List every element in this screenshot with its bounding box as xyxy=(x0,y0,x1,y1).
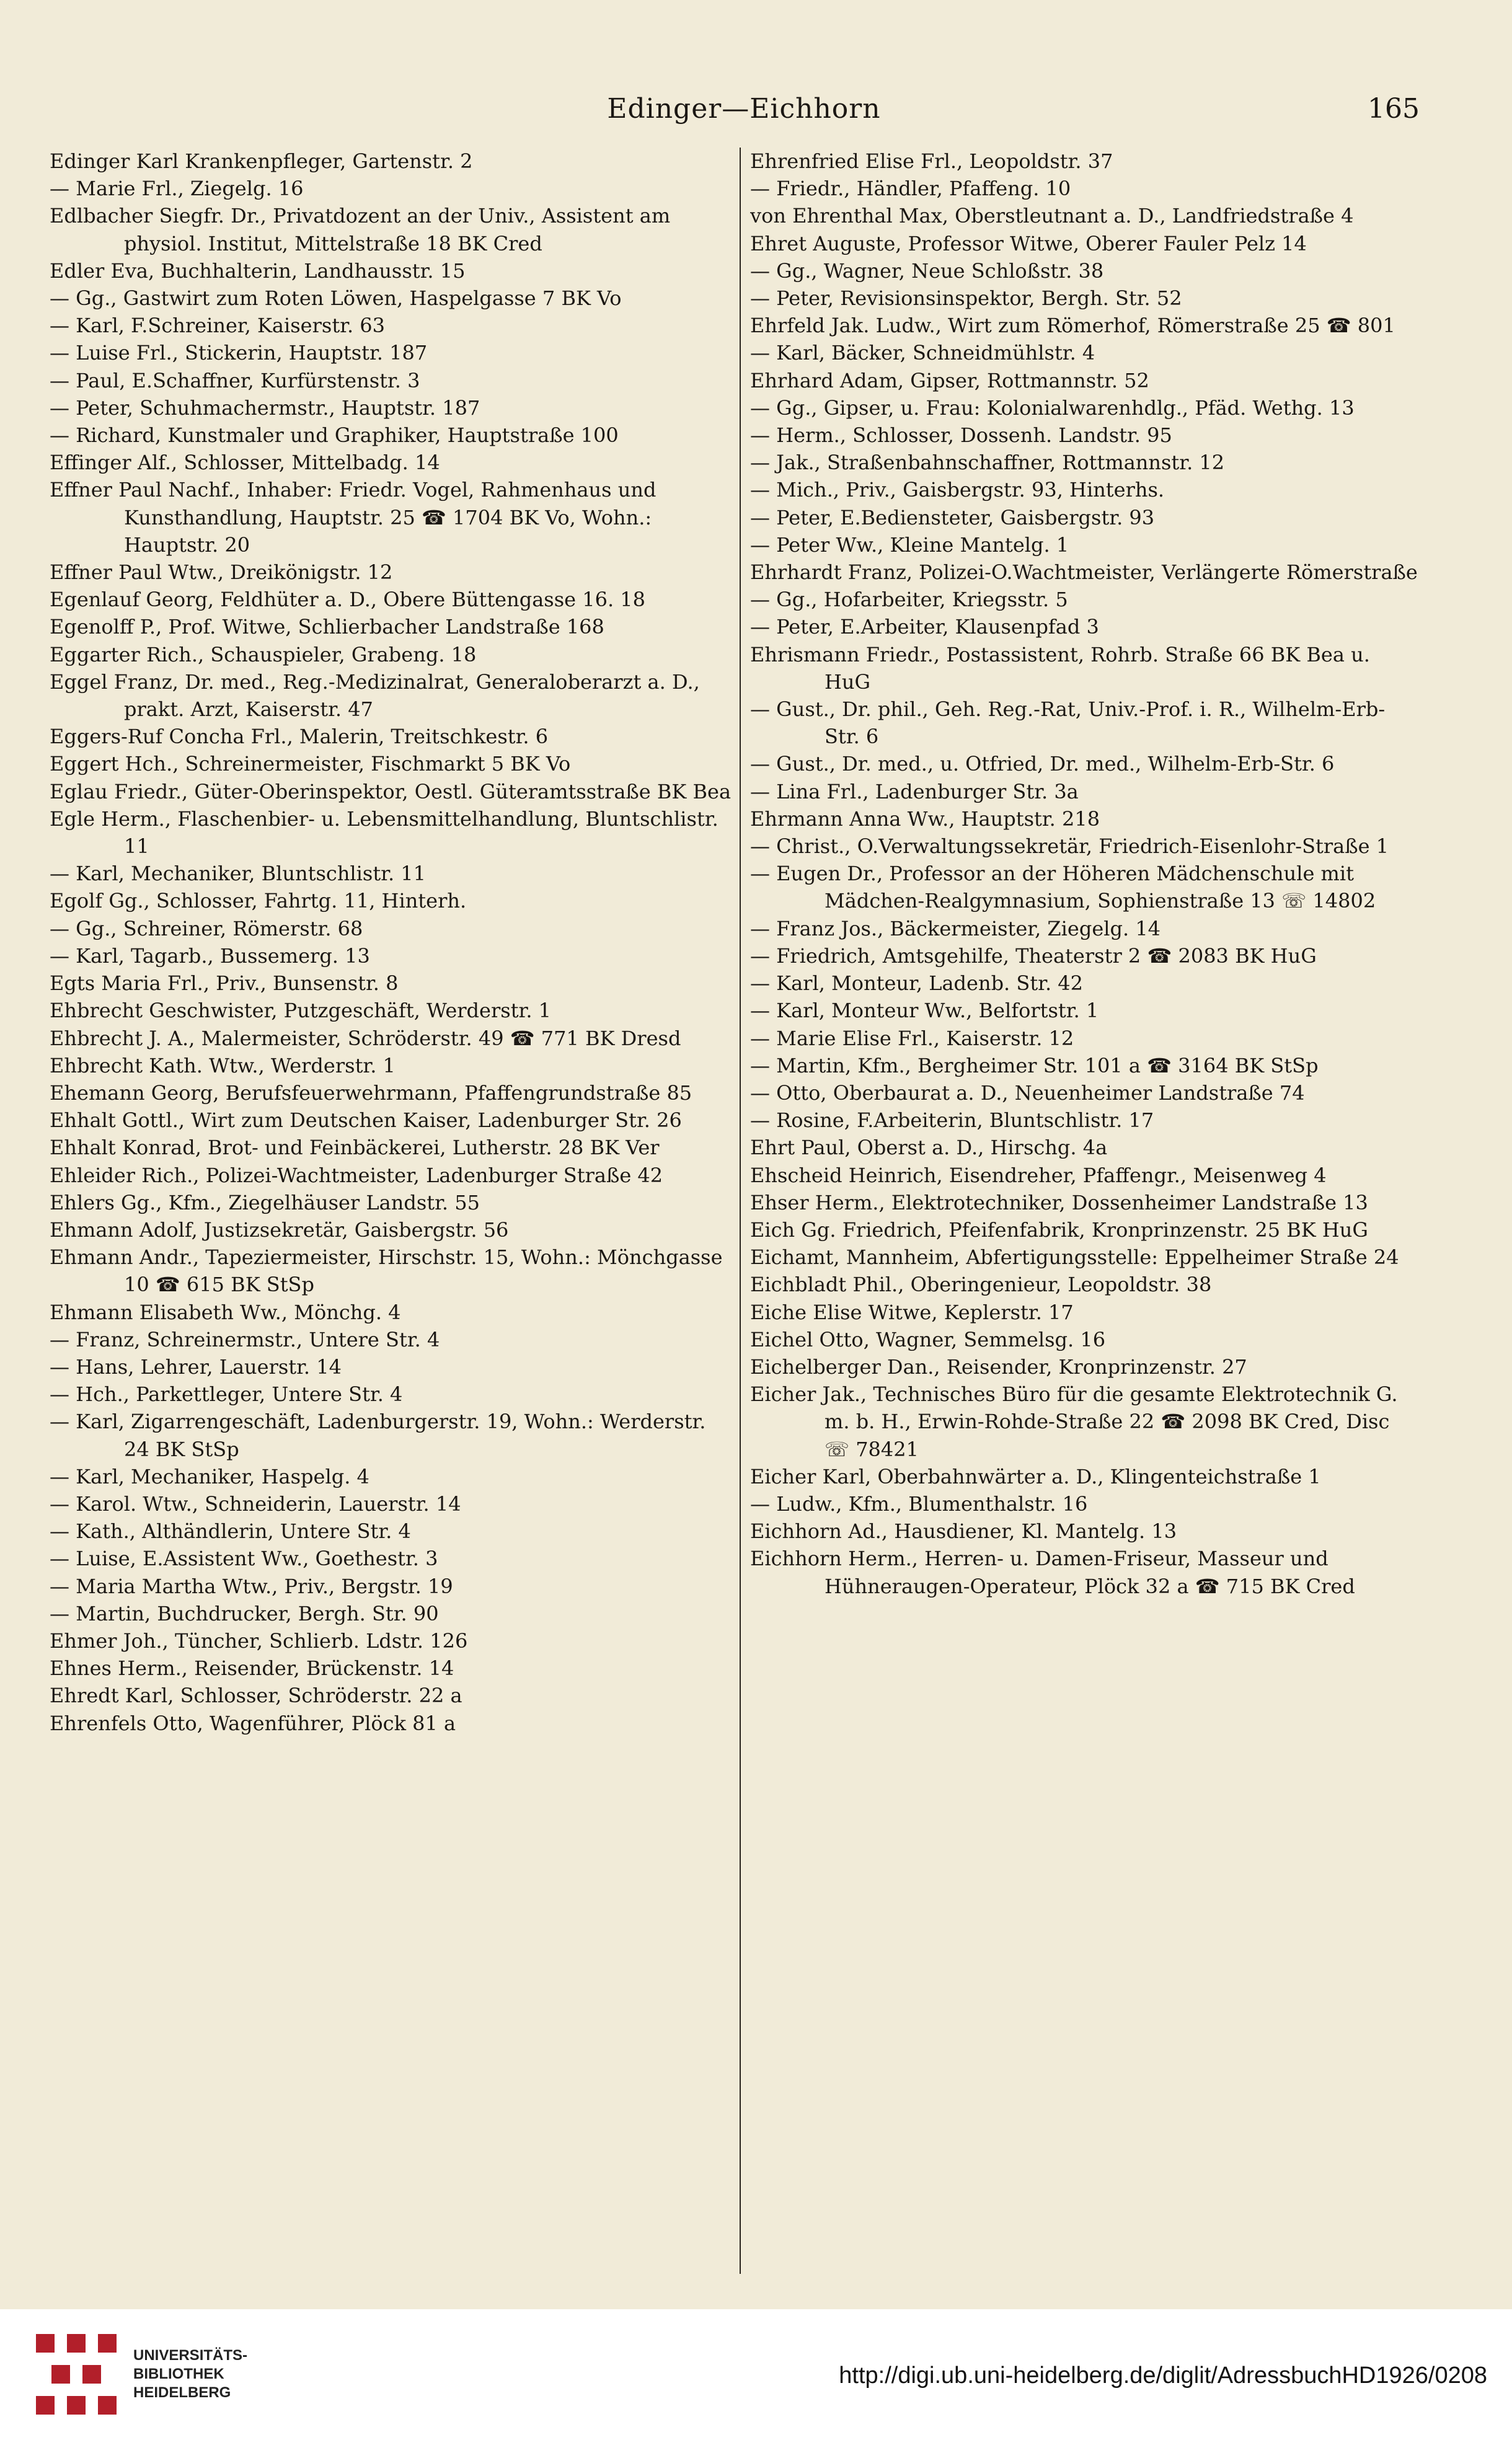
directory-entry: — Marie Elise Frl., Kaiserstr. 12 xyxy=(750,1026,1074,1050)
directory-entry: — Jak., Straßenbahnschaffner, Rottmannstr. 12 xyxy=(750,451,1225,475)
directory-entry: — Herm., Schlosser, Dossenh. Landstr. 95 xyxy=(750,423,1172,448)
directory-entry: Edler Eva, Buchhalterin, Landhausstr. 15 xyxy=(50,259,466,283)
directory-entry: Eggert Hch., Schreinermeister, Fischmarkt 5 BK Vo xyxy=(50,752,571,776)
directory-entry: Eggel Franz, Dr. med., Reg.-Medizinalrat, Generaloberarzt a. D., prakt. Arzt, Kaiserstr. 47 xyxy=(50,670,700,722)
directory-entry: — Gg., Schreiner, Römerstr. 68 xyxy=(50,916,363,940)
directory-entry: Ehlers Gg., Kfm., Ziegelhäuser Landstr. 55 xyxy=(50,1190,480,1214)
directory-entry: Ehrhardt Franz, Polizei-O.Wachtmeister, Verlängerte Römerstraße xyxy=(750,560,1418,585)
directory-entry: Effinger Alf., Schlosser, Mittelbadg. 14 xyxy=(50,451,440,475)
page-number: 165 xyxy=(1368,93,1420,125)
source-url-link[interactable]: http://digi.ub.uni-heidelberg.de/diglit/AdressbuchHD1926/0208 xyxy=(839,2363,1487,2389)
directory-entry: — Karl, Mechaniker, Bluntschlistr. 11 xyxy=(50,862,427,886)
directory-entry: Ehemann Georg, Berufsfeuerwehrmann, Pfaffengrundstraße 85 xyxy=(50,1081,692,1105)
directory-entry: Ehbrecht J. A., Malermeister, Schröderstr. 49 ☎ 771 BK Dresd xyxy=(50,1026,681,1050)
directory-entry: Ehhalt Konrad, Brot- und Feinbäckerei, Lutherstr. 28 BK Ver xyxy=(50,1136,660,1160)
directory-entry: Ehbrecht Geschwister, Putzgeschäft, Werderstr. 1 xyxy=(50,999,552,1023)
directory-entry: Ehmann Adolf, Justizsekretär, Gaisbergstr. 56 xyxy=(50,1218,509,1242)
directory-entry: — Peter, E.Bediensteter, Gaisbergstr. 93 xyxy=(750,505,1155,529)
directory-entry: — Friedrich, Amtsgehilfe, Theaterstr 2 ☎ 2083 BK HuG xyxy=(750,944,1317,968)
directory-entry: von Ehrenthal Max, Oberstleutnant a. D., Landfriedstraße 4 xyxy=(750,204,1354,228)
directory-entry: — Karl, Bäcker, Schneidmühlstr. 4 xyxy=(750,341,1095,365)
directory-entry: Ehnes Herm., Reisender, Brückenstr. 14 xyxy=(50,1656,454,1681)
directory-entry: Eicher Jak., Technisches Büro für die gesamte Elektrotechnik G. m. b. H., Erwin-Rohde-Straße 22 ☎ 2098 BK Cred, Disc ☏ 78421 xyxy=(750,1382,1398,1461)
directory-entry: — Gg., Hofarbeiter, Kriegsstr. 5 xyxy=(750,588,1068,612)
directory-entry: — Hch., Parkettleger, Untere Str. 4 xyxy=(50,1382,403,1407)
directory-entry: — Gust., Dr. phil., Geh. Reg.-Rat, Univ.-Prof. i. R., Wilhelm-Erb-Str. 6 xyxy=(750,697,1386,749)
directory-entry: — Gg., Wagner, Neue Schloßstr. 38 xyxy=(750,259,1104,283)
directory-entry: — Karl, Monteur, Ladenb. Str. 42 xyxy=(750,971,1084,996)
directory-entry: — Martin, Buchdrucker, Bergh. Str. 90 xyxy=(50,1601,439,1625)
directory-entry: Egle Herm., Flaschenbier- u. Lebensmittelhandlung, Bluntschlistr. 11 xyxy=(50,807,718,859)
directory-entry: Ehser Herm., Elektrotechniker, Dossenheimer Landstraße 13 xyxy=(750,1190,1368,1214)
directory-entry: Ehrhard Adam, Gipser, Rottmannstr. 52 xyxy=(750,368,1149,392)
directory-entry: — Gg., Gipser, u. Frau: Kolonialwarenhdlg., Pfäd. Wethg. 13 xyxy=(750,396,1355,420)
directory-entry: Ehrmann Anna Ww., Hauptstr. 218 xyxy=(750,807,1100,831)
directory-entry: — Otto, Oberbaurat a. D., Neuenheimer Landstraße 74 xyxy=(750,1081,1305,1105)
directory-entry: — Franz, Schreinermstr., Untere Str. 4 xyxy=(50,1327,440,1351)
directory-entry: Egolf Gg., Schlosser, Fahrtg. 11, Hinterh. xyxy=(50,889,467,913)
directory-entry: Effner Paul Wtw., Dreikönigstr. 12 xyxy=(50,560,393,585)
directory-entry: Effner Paul Nachf., Inhaber: Friedr. Vogel, Rahmenhaus und Kunsthandlung, Hauptstr. 25 ☎ 1704 BK Vo, Wohn.: Hauptstr. 20 xyxy=(50,478,657,557)
directory-entry: Eich Gg. Friedrich, Pfeifenfabrik, Kronprinzenstr. 25 BK HuG xyxy=(750,1218,1368,1242)
directory-entry: — Peter, Schuhmachermstr., Hauptstr. 187 xyxy=(50,396,480,420)
directory-entry: — Karl, Zigarrengeschäft, Ladenburgerstr. 19, Wohn.: Werderstr. 24 BK StSp xyxy=(50,1410,706,1461)
directory-entry: Eggarter Rich., Schauspieler, Grabeng. 18 xyxy=(50,642,477,666)
directory-entry: — Mich., Priv., Gaisbergstr. 93, Hinterhs. xyxy=(750,478,1165,502)
directory-entry: Ehbrecht Kath. Wtw., Werderstr. 1 xyxy=(50,1053,396,1077)
directory-entry: — Peter Ww., Kleine Mantelg. 1 xyxy=(750,533,1069,557)
directory-entry: — Hans, Lehrer, Lauerstr. 14 xyxy=(50,1355,342,1379)
directory-entry: Egts Maria Frl., Priv., Bunsenstr. 8 xyxy=(50,971,399,996)
left-column xyxy=(50,148,732,2268)
directory-entry: Eichel Otto, Wagner, Semmelsg. 16 xyxy=(750,1327,1106,1351)
directory-entry: Egenolff P., Prof. Witwe, Schlierbacher Landstraße 168 xyxy=(50,615,604,639)
directory-entry: Ehrenfels Otto, Wagenführer, Plöck 81 a xyxy=(50,1711,456,1735)
directory-entry: Ehrismann Friedr., Postassistent, Rohrb. Straße 66 BK Bea u. HuG xyxy=(750,642,1370,694)
directory-entry: Edinger Karl Krankenpfleger, Gartenstr. 2 xyxy=(50,149,473,173)
directory-entry: — Eugen Dr., Professor an der Höheren Mädchenschule mit Mädchen-Realgymnasium, Sophienstraße 13 ☏ 14802 xyxy=(750,862,1376,913)
directory-entry: Eiche Elise Witwe, Keplerstr. 17 xyxy=(750,1300,1074,1324)
directory-entry: — Christ., O.Verwaltungssekretär, Friedrich-Eisenlohr-Straße 1 xyxy=(750,834,1389,859)
directory-entry: Eggers-Ruf Concha Frl., Malerin, Treitschkestr. 6 xyxy=(50,725,549,749)
directory-entry: — Maria Martha Wtw., Priv., Bergstr. 19 xyxy=(50,1574,453,1598)
directory-entry: Eichhorn Herm., Herren- u. Damen-Friseur, Masseur und Hühneraugen-Operateur, Plöck 32 a ☎ 715 BK Cred xyxy=(750,1547,1355,1598)
directory-entry: — Richard, Kunstmaler und Graphiker, Hauptstraße 100 xyxy=(50,423,619,448)
directory-entry: — Luise, E.Assistent Ww., Goethestr. 3 xyxy=(50,1547,438,1571)
footer xyxy=(0,2309,1512,2440)
directory-entry: — Karl, Mechaniker, Haspelg. 4 xyxy=(50,1464,369,1488)
column-divider xyxy=(740,148,741,2274)
directory-entry: Ehret Auguste, Professor Witwe, Oberer Fauler Pelz 14 xyxy=(750,231,1307,255)
directory-entry: Egenlauf Georg, Feldhüter a. D., Obere Büttengasse 16. 18 xyxy=(50,588,646,612)
directory-entry: — Karl, F.Schreiner, Kaiserstr. 63 xyxy=(50,314,386,338)
directory-entry: — Martin, Kfm., Bergheimer Str. 101 a ☎ 3164 BK StSp xyxy=(750,1053,1319,1077)
directory-entry: — Karl, Tagarb., Bussemerg. 13 xyxy=(50,944,370,968)
directory-entry: — Paul, E.Schaffner, Kurfürstenstr. 3 xyxy=(50,368,420,392)
directory-entry: — Gust., Dr. med., u. Otfried, Dr. med., Wilhelm-Erb-Str. 6 xyxy=(750,752,1335,776)
directory-entry: — Karl, Monteur Ww., Belfortstr. 1 xyxy=(750,999,1099,1023)
directory-entry: Ehrfeld Jak. Ludw., Wirt zum Römerhof, Römerstraße 25 ☎ 801 xyxy=(750,314,1395,338)
right-column xyxy=(750,148,1420,2268)
directory-entry: Eichbladt Phil., Oberingenieur, Leopoldstr. 38 xyxy=(750,1273,1212,1297)
directory-entry: Ehmer Joh., Tüncher, Schlierb. Ldstr. 126 xyxy=(50,1629,468,1653)
directory-entry: — Lina Frl., Ladenburger Str. 3a xyxy=(750,779,1079,803)
library-name: UNIVERSITÄTS- BIBLIOTHEK HEIDELBERG xyxy=(133,2347,248,2401)
directory-entry: Ehscheid Heinrich, Eisendreher, Pfaffengr., Meisenweg 4 xyxy=(750,1163,1327,1187)
directory-entry: Ehhalt Gottl., Wirt zum Deutschen Kaiser, Ladenburger Str. 26 xyxy=(50,1108,682,1133)
directory-entry: — Kath., Althändlerin, Untere Str. 4 xyxy=(50,1519,411,1544)
directory-entry: Eichelberger Dan., Reisender, Kronprinzenstr. 27 xyxy=(750,1355,1247,1379)
directory-entry: Ehmann Elisabeth Ww., Mönchg. 4 xyxy=(50,1300,401,1324)
directory-entry: — Friedr., Händler, Pfaffeng. 10 xyxy=(750,177,1071,201)
directory-entry: Edlbacher Siegfr. Dr., Privatdozent an der Univ., Assistent am physiol. Institut, Mittelstraße 18 BK Cred xyxy=(50,204,671,255)
directory-entry: — Peter, Revisionsinspektor, Bergh. Str. 52 xyxy=(750,286,1182,311)
directory-entry: Eichamt, Mannheim, Abfertigungsstelle: Eppelheimer Straße 24 xyxy=(750,1245,1399,1270)
directory-entry: — Rosine, F.Arbeiterin, Bluntschlistr. 17 xyxy=(750,1108,1154,1133)
directory-entry: Eicher Karl, Oberbahnwärter a. D., Klingenteichstraße 1 xyxy=(750,1464,1321,1488)
directory-entry: Eichhorn Ad., Hausdiener, Kl. Mantelg. 13 xyxy=(750,1519,1177,1544)
directory-entry: — Franz Jos., Bäckermeister, Ziegelg. 14 xyxy=(750,916,1161,940)
page-title: Edinger—Eichhorn xyxy=(607,93,881,125)
directory-entry: — Gg., Gastwirt zum Roten Löwen, Haspelgasse 7 BK Vo xyxy=(50,286,622,311)
directory-entry: Ehmann Andr., Tapeziermeister, Hirschstr. 15, Wohn.: Mönchgasse 10 ☎ 615 BK StSp xyxy=(50,1245,723,1297)
university-library-logo-icon xyxy=(30,2328,123,2421)
directory-entry: — Karol. Wtw., Schneiderin, Lauerstr. 14 xyxy=(50,1492,461,1516)
directory-entry: Ehredt Karl, Schlosser, Schröderstr. 22 a xyxy=(50,1684,462,1708)
directory-entry: — Peter, E.Arbeiter, Klausenpfad 3 xyxy=(750,615,1099,639)
directory-entry: Ehrt Paul, Oberst a. D., Hirschg. 4a xyxy=(750,1136,1108,1160)
directory-entry: Eglau Friedr., Güter-Oberinspektor, Oestl. Güteramtsstraße BK Bea xyxy=(50,779,732,803)
page-header xyxy=(68,93,1420,130)
directory-entry: — Marie Frl., Ziegelg. 16 xyxy=(50,177,304,201)
directory-entry: Ehleider Rich., Polizei-Wachtmeister, Ladenburger Straße 42 xyxy=(50,1163,663,1187)
directory-entry: — Luise Frl., Stickerin, Hauptstr. 187 xyxy=(50,341,428,365)
directory-entry: — Ludw., Kfm., Blumenthalstr. 16 xyxy=(750,1492,1088,1516)
directory-entry: Ehrenfried Elise Frl., Leopoldstr. 37 xyxy=(750,149,1113,173)
